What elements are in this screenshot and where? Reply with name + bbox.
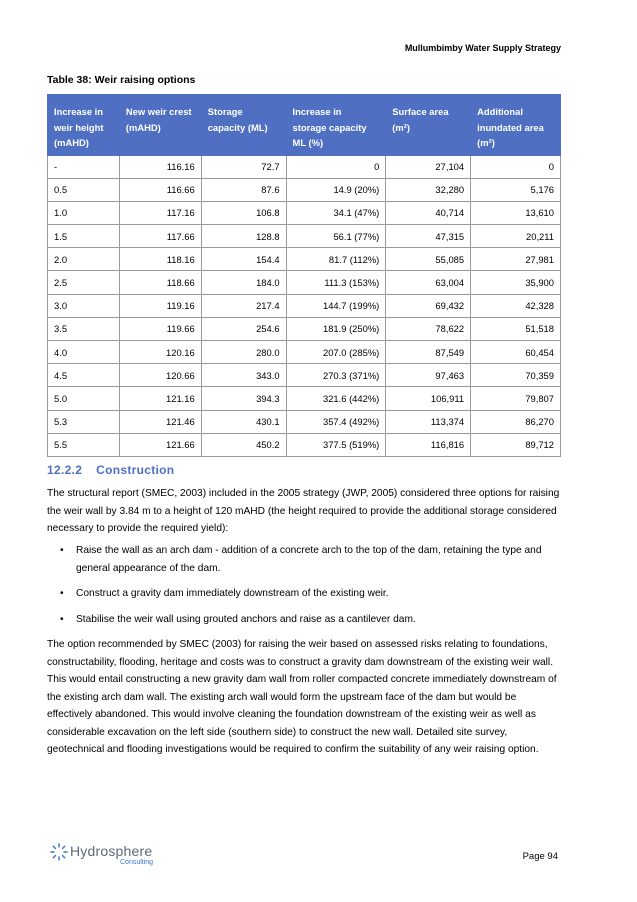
table-cell: 144.7 (199%): [286, 294, 386, 317]
table-cell: 4.0: [48, 341, 120, 364]
table-cell: 2.5: [48, 271, 120, 294]
bullet-icon: •: [60, 545, 64, 556]
paragraph: The structural report (SMEC, 2003) included in the 2005 strategy (JWP, 2005) considered three options for raising the weir wall by 3.84 m to a height of 120 mAHD (the height required to provide the additional storage considered necessary to provide the required yield):: [47, 488, 560, 534]
column-header: Increase in weir height (mAHD): [48, 95, 120, 156]
table-row: [48, 248, 561, 271]
table-cell: 280.0: [201, 341, 286, 364]
table-cell: 56.1 (77%): [286, 225, 386, 248]
table-cell: 106,911: [386, 387, 471, 410]
table-cell: 32,280: [386, 178, 471, 201]
table-cell: 3.5: [48, 317, 120, 340]
table-cell: 181.9 (250%): [286, 317, 386, 340]
table-cell: 121.46: [119, 410, 201, 433]
table-cell: 20,211: [471, 225, 561, 248]
table-cell: 0: [471, 155, 561, 178]
table-cell: 72.7: [201, 155, 286, 178]
table-cell: 1.5: [48, 225, 120, 248]
table-cell: 27,104: [386, 155, 471, 178]
table-cell: 0.5: [48, 178, 120, 201]
column-header: Storage capacity (ML): [201, 95, 286, 156]
table-row: [48, 387, 561, 410]
table-cell: 270.3 (371%): [286, 364, 386, 387]
table-cell: 5,176: [471, 178, 561, 201]
table-cell: 207.0 (285%): [286, 341, 386, 364]
table-cell: 63,004: [386, 271, 471, 294]
table-cell: 116.66: [119, 178, 201, 201]
column-header: New weir crest (mAHD): [119, 95, 201, 156]
table-cell: 117.16: [119, 201, 201, 224]
table-cell: 113,374: [386, 410, 471, 433]
table-caption: Table 38: Weir raising options: [47, 74, 196, 86]
table-cell: 60,454: [471, 341, 561, 364]
table-cell: 86,270: [471, 410, 561, 433]
table-cell: 119.16: [119, 294, 201, 317]
table-cell: 119.66: [119, 317, 201, 340]
table-cell: 42,328: [471, 294, 561, 317]
table-cell: 394.3: [201, 387, 286, 410]
table-cell: 89,712: [471, 433, 561, 456]
table-cell: 116.16: [119, 155, 201, 178]
table-cell: 111.3 (153%): [286, 271, 386, 294]
table-row: [48, 201, 561, 224]
table-cell: 79,807: [471, 387, 561, 410]
table-cell: 128.8: [201, 225, 286, 248]
logo-text: Hydrosphere: [70, 843, 153, 859]
table-row: [48, 178, 561, 201]
table-cell: 34.1 (47%): [286, 201, 386, 224]
table-cell: 430.1: [201, 410, 286, 433]
table-cell: 14.9 (20%): [286, 178, 386, 201]
list-item: • Raise the wall as an arch dam - addition of a concrete arch to the top of the dam, retaining the type and general appearance of the dam.: [47, 542, 563, 577]
table-cell: 55,085: [386, 248, 471, 271]
table-cell: 117.66: [119, 225, 201, 248]
table-cell: 154.4: [201, 248, 286, 271]
list-item: • Construct a gravity dam immediately downstream of the existing weir.: [47, 585, 563, 603]
table-cell: -: [48, 155, 120, 178]
table-cell: 121.16: [119, 387, 201, 410]
table-cell: 106.8: [201, 201, 286, 224]
section-title: Construction: [96, 463, 175, 477]
paragraph: The option recommended by SMEC (2003) for raising the weir based on assessed risks relating to foundations, constructability, flooding, heritage and costs was to construct a gravity dam downstream of the existing weir wall. This would entail constructing a new gravity dam wall from roller compacted concrete immediately downstream of the existing arch dam wall. The existing arch wall would form the upstream face of the dam but would be effectively abandoned. This would involve cleaning the foundation downstream of the existing weir as well as considerable excavation on the left side (southern side) to construct the new wall. Detailed site survey, geotechnical and flooding investigations would be required to confirm the suitability of any weir raising option.: [47, 639, 557, 755]
table-cell: 81.7 (112%): [286, 248, 386, 271]
hydrosphere-logo: [50, 843, 154, 866]
table-cell: 78,622: [386, 317, 471, 340]
table-cell: 2.0: [48, 248, 120, 271]
table-cell: 5.5: [48, 433, 120, 456]
table-cell: 70,359: [471, 364, 561, 387]
table-row: [48, 341, 561, 364]
table-row: [48, 364, 561, 387]
table-row: [48, 155, 561, 178]
logo-subtext: Consulting: [120, 859, 154, 866]
table-cell: 40,714: [386, 201, 471, 224]
table-cell: 343.0: [201, 364, 286, 387]
table-cell: 217.4: [201, 294, 286, 317]
table-cell: 116,816: [386, 433, 471, 456]
table-body: [48, 155, 561, 456]
table-cell: 377.5 (519%): [286, 433, 386, 456]
table-cell: 321.6 (442%): [286, 387, 386, 410]
table-cell: 121.66: [119, 433, 201, 456]
sunburst-icon: [50, 843, 68, 861]
column-header: Surface area (m²): [386, 95, 471, 156]
table-cell: 118.16: [119, 248, 201, 271]
table-row: [48, 433, 561, 456]
table-row: [48, 317, 561, 340]
table-cell: 120.66: [119, 364, 201, 387]
table-cell: 184.0: [201, 271, 286, 294]
table-cell: 1.0: [48, 201, 120, 224]
section-heading: [47, 463, 174, 477]
page-number: Page 94: [522, 851, 558, 862]
table-cell: 13,610: [471, 201, 561, 224]
table-cell: 5.0: [48, 387, 120, 410]
table-row: [48, 225, 561, 248]
table-cell: 87.6: [201, 178, 286, 201]
table-cell: 254.6: [201, 317, 286, 340]
table-cell: 27,981: [471, 248, 561, 271]
table-cell: 120.16: [119, 341, 201, 364]
table-header-row: [48, 95, 561, 156]
table-cell: 97,463: [386, 364, 471, 387]
table-cell: 118.66: [119, 271, 201, 294]
table-cell: 47,315: [386, 225, 471, 248]
bullet-icon: •: [60, 613, 64, 625]
table-cell: 450.2: [201, 433, 286, 456]
list-item: • Stabilise the weir wall using grouted anchors and raise as a cantilever dam.: [47, 611, 563, 629]
table-cell: 69,432: [386, 294, 471, 317]
table-row: [48, 410, 561, 433]
table-cell: 4.5: [48, 364, 120, 387]
table-row: [48, 294, 561, 317]
table-cell: 51,518: [471, 317, 561, 340]
table-cell: 35,900: [471, 271, 561, 294]
table-row: [48, 271, 561, 294]
table-cell: 5.3: [48, 410, 120, 433]
table-cell: 357.4 (492%): [286, 410, 386, 433]
table-cell: 87,549: [386, 341, 471, 364]
section-number: 12.2.2: [47, 463, 83, 477]
table-cell: 3.0: [48, 294, 120, 317]
table-cell: 0: [286, 155, 386, 178]
bullet-list: [47, 542, 563, 636]
column-header: Increase in storage capacity ML (%): [286, 95, 386, 156]
weir-raising-table: [47, 94, 561, 457]
column-header: Additional inundated area (m²): [471, 95, 561, 156]
document-header: Mullumbimby Water Supply Strategy: [404, 43, 561, 53]
bullet-icon: •: [60, 588, 64, 599]
